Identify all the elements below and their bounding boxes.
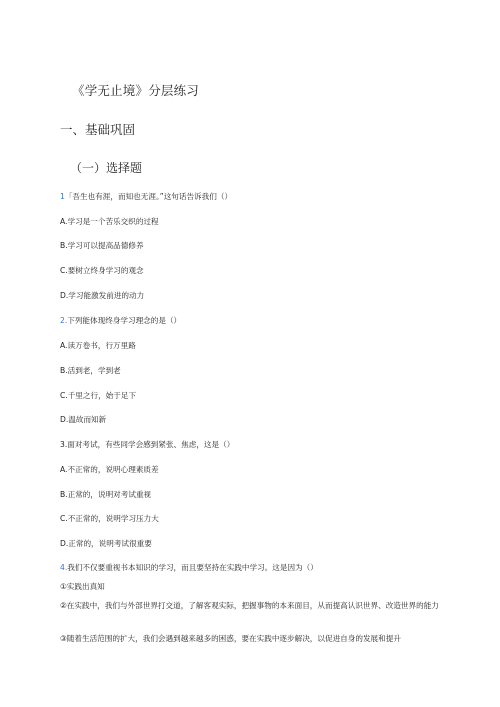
question-number: 2. [60,316,68,325]
question-2-stem [60,315,450,327]
question-1-option-c: C.要树立终身学习的观念 [60,266,144,275]
question-3-option-b: B.正常的，说明对考试重视 [60,490,152,499]
subsection-heading-choice: （一）选择题 [70,161,143,175]
question-3-stem [60,439,450,451]
question-text: 「吾生也有涯，而知也无涯。”这句话告诉我们（） [64,192,233,201]
question-3-option-a: A.不正常的，说明心理素质差 [60,465,159,474]
question-3-option-d: D.正常的，说明考试很重要 [60,539,152,548]
question-2-option-d: D.温故而知新 [60,415,107,424]
question-2-option-c: C.千里之行，始于足下 [60,391,137,400]
question-text: 我们不仅要重视书本知识的学习，而且要坚持在实践中学习。这是因为（） [67,563,318,572]
section-heading-basics: 一、基础巩固 [60,122,136,137]
question-1-option-d: D.学习能激发前进的动力 [60,291,145,300]
question-number: 4. [60,563,68,572]
question-text: 面对考试，有些同学会感到紧张、焦虑，这是（） [67,440,235,449]
question-4-stem [60,562,450,574]
question-text: 下列能体现终身学习理念的是（） [67,316,182,325]
question-4-statement-3: ③随着生活范围的扩大，我们会遇到越来越多的困惑，要在实践中逐步解决，以促进自身的发展和提升 [60,634,401,643]
question-4-statement-1: ①实践出真知 [60,582,105,591]
question-2-option-a: A.读万卷书，行万里路 [60,341,136,350]
question-1-option-b: B.学习可以提高品德修养 [60,241,144,250]
question-4-statement-2: ②在实践中，我们与外部世界打交道，了解客观实际，把握事物的本来面目，从而提高认识世界、改造世界的能力 [60,601,439,610]
question-number: 3. [60,440,68,449]
question-number: 1 [60,192,65,201]
question-1-stem [60,191,450,203]
document-title: 《学无止境》分层练习 [72,83,200,98]
question-3-option-c: C.不正常的，说明学习压力大 [60,514,159,523]
question-2-option-b: B.活到老，学到老 [60,366,121,375]
question-1-option-a: A.学习是一个苦乐交织的过程 [60,217,159,226]
